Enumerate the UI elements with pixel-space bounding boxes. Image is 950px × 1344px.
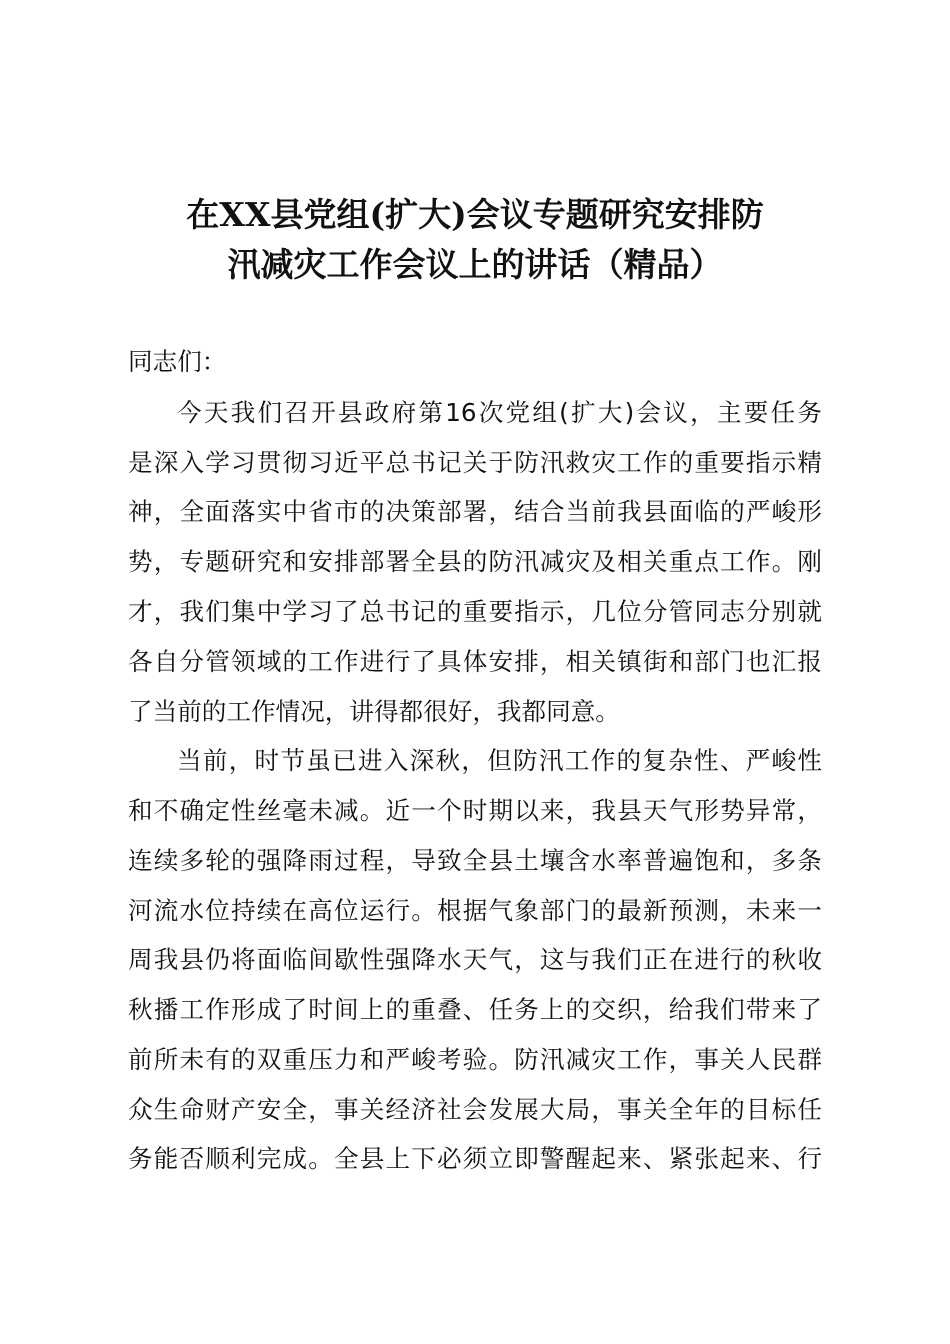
document-title-line-1: 在XX县党组(扩大)会议专题研究安排防 bbox=[186, 195, 764, 234]
paragraph-line: 周我县仍将面临间歇性强降水天气，这与我们正在进行的秋收 bbox=[128, 945, 822, 974]
paragraph-line: 各自分管领域的工作进行了具体安排，相关镇街和部门也汇报 bbox=[128, 647, 822, 676]
paragraph-line: 连续多轮的强降雨过程，导致全县土壤含水率普遍饱和，多条 bbox=[128, 846, 822, 875]
paragraph-line: 前所未有的双重压力和严峻考验。防汛减灾工作，事关人民群 bbox=[128, 1045, 822, 1074]
paragraph-line: 秋播工作形成了时间上的重叠、任务上的交织，给我们带来了 bbox=[128, 995, 822, 1024]
paragraph-line: 众生命财产安全，事关经济社会发展大局，事关全年的目标任 bbox=[128, 1095, 822, 1124]
paragraph-line: 河流水位持续在高位运行。根据气象部门的最新预测，未来一 bbox=[128, 896, 822, 925]
paragraph-line: 了当前的工作情况，讲得都很好，我都同意。 bbox=[128, 697, 620, 726]
paragraph-line: 神，全面落实中省市的决策部署，结合当前我县面临的严峻形 bbox=[128, 497, 822, 526]
paragraph-line: 当前，时节虽已进入深秋，但防汛工作的复杂性、严峻性 bbox=[177, 746, 822, 775]
document-title-line-2: 汛减灾工作会议上的讲话（精品） bbox=[227, 245, 723, 284]
paragraph-line: 是深入学习贯彻习近平总书记关于防汛救灾工作的重要指示精 bbox=[128, 448, 822, 477]
salutation: 同志们： bbox=[128, 347, 227, 376]
paragraph-line: 今天我们召开县政府第16次党组(扩大)会议，主要任务 bbox=[177, 398, 822, 427]
paragraph-line: 和不确定性丝毫未减。近一个时期以来，我县天气形势异常， bbox=[128, 796, 822, 825]
paragraph-line: 才，我们集中学习了总书记的重要指示，几位分管同志分别就 bbox=[128, 597, 822, 626]
paragraph-line: 务能否顺利完成。全县上下必须立即警醒起来、紧张起来、行 bbox=[128, 1144, 822, 1173]
paragraph-line: 势，专题研究和安排部署全县的防汛减灾及相关重点工作。刚 bbox=[128, 547, 822, 576]
